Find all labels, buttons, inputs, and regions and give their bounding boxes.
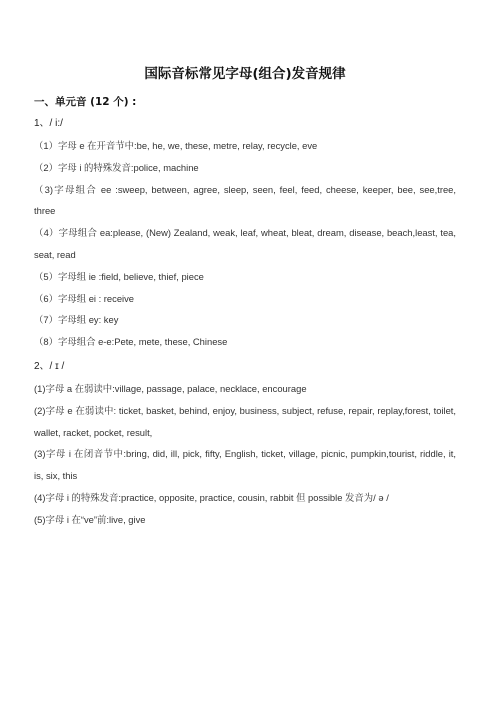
- rule-line: (5)字母 i 在“ve”前:live, give: [34, 513, 146, 525]
- rule-line: （7）字母组 ey: key: [34, 314, 119, 326]
- rule-line: (3)字母 i 在闭音节中:bring, did, ill, pick, fifty, English, ticket, village, picnic, pumpkin,tourist, riddle, it, is, six, this: [34, 448, 456, 482]
- rule-line: (1)字母 a 在弱读中:village, passage, palace, necklace, encourage: [34, 382, 307, 394]
- section-heading-monophthongs: 一、单元音 (12 个) :: [34, 96, 137, 108]
- rule-line: （5）字母组 ie :field, believe, thief, piece: [34, 270, 204, 282]
- rule-line: (4)字母 i 的特殊发音:practice, opposite, practice, cousin, rabbit 但 possible 发音为/ ə /: [34, 491, 389, 503]
- rule-line: （1）字母 e 在开音节中:be, he, we, these, metre, relay, recycle, eve: [34, 140, 318, 151]
- rule-line: （4）字母组合 ea:please, (New) Zealand, weak, leaf, wheat, bleat, dream, disease, beach,least, tea, seat, read: [34, 227, 456, 260]
- rule-line: （6）字母组 ei : receive: [34, 292, 135, 304]
- rule-line: (2)字母 e 在弱读中: ticket, basket, behind, enjoy, business, subject, refuse, repair, replay,forest, toilet, wallet, racket, pocket, result,: [34, 404, 456, 438]
- document-title: 国际音标常见字母(组合)发音规律: [144, 66, 346, 82]
- rule-line: （8）字母组合 e-e:Pete, mete, these, Chinese: [34, 336, 228, 348]
- sub-heading-long-i: 1、/ i:/: [34, 118, 63, 129]
- sub-heading-short-i: 2、/ ɪ /: [34, 360, 65, 372]
- rule-line: （3)字母组合 ee :sweep, between, agree, sleep, seen, feel, feed, cheese, keeper, bee, see,tree, three: [34, 183, 456, 217]
- rule-line: （2）字母 i 的特殊发音:police, machine: [34, 161, 199, 173]
